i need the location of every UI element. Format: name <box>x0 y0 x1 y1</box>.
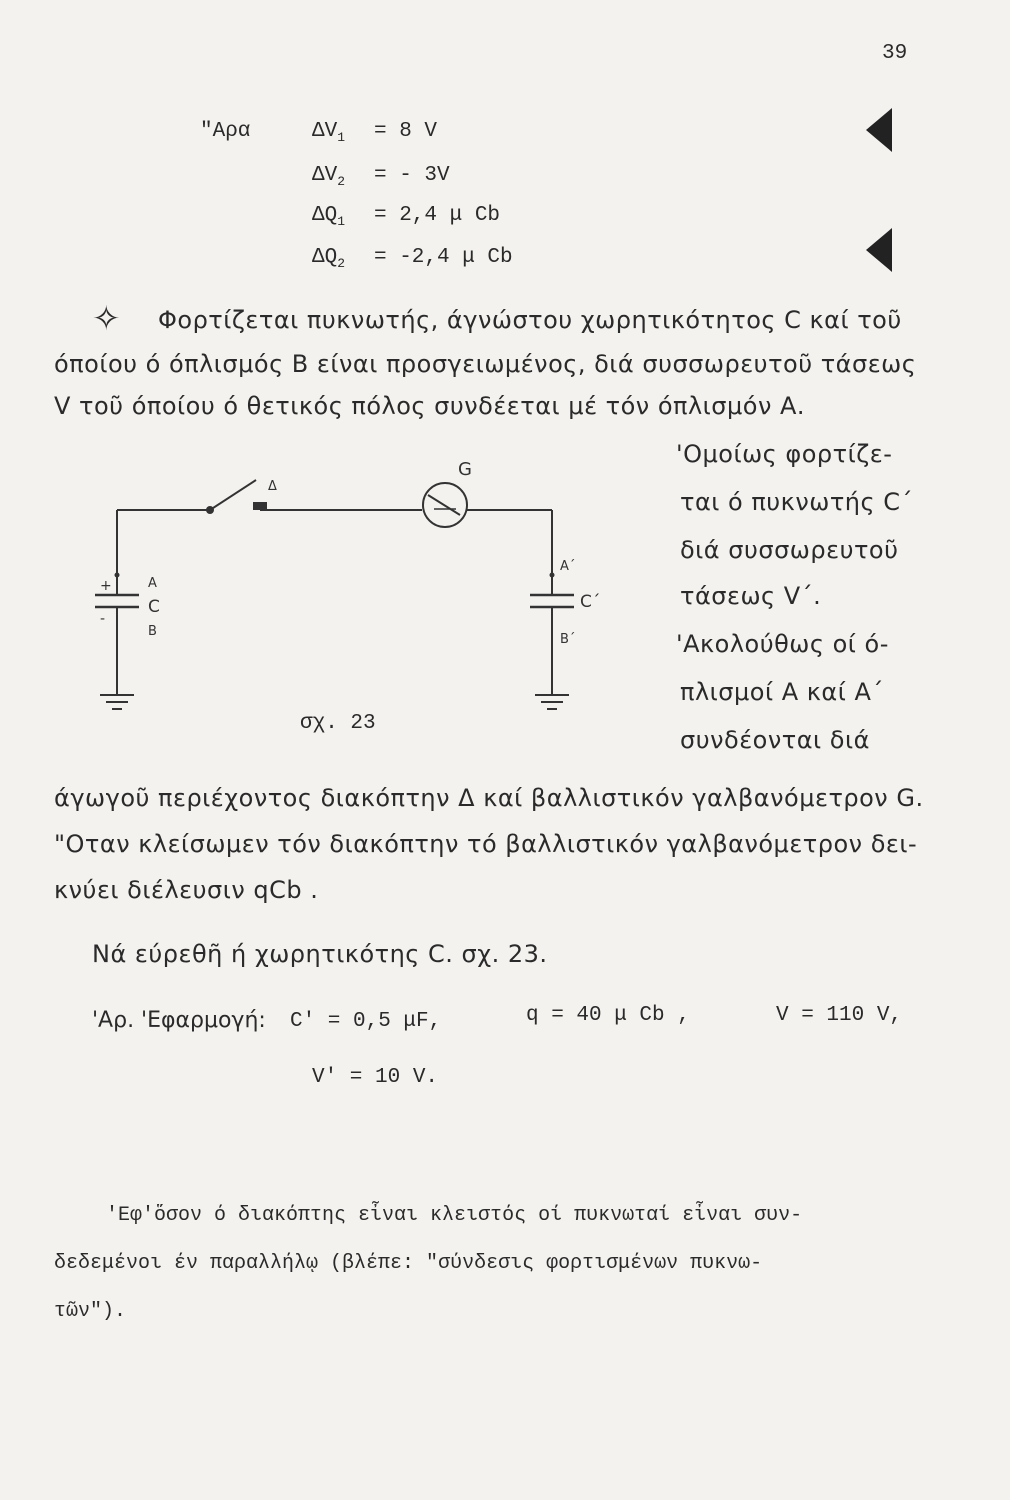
application-v-prime: V' = 10 V. <box>312 1066 439 1089</box>
result-label: ΔV <box>312 120 338 143</box>
side-line: ται ό πυκνωτής C΄ <box>680 488 913 516</box>
plate-b-label: B <box>148 624 157 639</box>
side-line: πλισμοί Α καί Α΄ <box>680 678 884 706</box>
circuit-figure <box>60 455 660 755</box>
result-value: = -2,4 μ Cb <box>374 246 513 269</box>
plus-label: + <box>100 578 112 594</box>
note-line: 'Εφ'ὅσον ό διακόπτης εἶναι κλειστός οί πυκνωταί εἶναι συν- <box>106 1204 803 1227</box>
side-line: τάσεως V΄. <box>680 582 822 610</box>
application-c-prime: C' = 0,5 μF, <box>290 1010 442 1033</box>
problem-after-line: "Οταν κλείσωμεν τόν διακόπτην τό βαλλιστικόν γαλβανόμετρον δει- <box>54 830 918 858</box>
terminal-dot <box>550 573 555 578</box>
side-line: διά συσσωρευτοῦ <box>680 536 899 564</box>
problem-after-line: κνύει διέλευσιν qCb . <box>54 876 319 904</box>
side-line: 'Ακολούθως οί ό- <box>676 630 889 658</box>
switch-pivot <box>207 507 213 513</box>
note-line: τῶν"). <box>54 1300 127 1323</box>
note-line: δεδεμένοι έν παραλλήλῳ (βλέπε: "σύνδεσις φορτισμένων πυκνω- <box>54 1252 763 1275</box>
galvanometer-needle <box>428 495 460 515</box>
plate-a-label: A <box>148 576 157 591</box>
switch-blade <box>210 480 256 510</box>
minus-label: - <box>100 611 106 627</box>
problem-line: V τοῦ όποίου ό θετικός πόλος συνδέεται μέ τόν όπλισμόν Α. <box>54 392 806 420</box>
figure-caption: σχ. 23 <box>300 712 376 735</box>
result-label: ΔQ <box>312 204 338 227</box>
page-number: 39 <box>882 42 908 65</box>
problem-line: όποίου ό όπλισμός Β είναι προσγειωμένος, διά συσσωρευτοῦ τάσεως <box>54 350 917 378</box>
result-label-sub: 1 <box>337 214 346 230</box>
result-label: ΔQ <box>312 246 338 269</box>
result-row <box>312 164 345 189</box>
problem-question: Νά εύρεθῆ ή χωρητικότης C. σχ. 23. <box>92 940 548 968</box>
result-label-sub: 2 <box>337 256 346 272</box>
galvanometer-label: G <box>458 459 472 480</box>
result-label-sub: 1 <box>337 130 346 146</box>
switch-contact <box>254 503 266 509</box>
result-label: ΔV <box>312 164 338 187</box>
problem-after-line: άγωγοῦ περιέχοντος διακόπτην Δ καί βαλλιστικόν γαλβανόμετρον G. <box>54 784 924 812</box>
side-line: 'Ομοίως φορτίζε- <box>676 440 893 468</box>
margin-arrow-icon <box>866 108 892 152</box>
application-label: 'Αρ. 'Εφαρμογή: <box>92 1008 266 1033</box>
result-row <box>312 120 345 145</box>
switch-label: Δ <box>268 479 277 494</box>
cap-c-prime-label: C΄ <box>580 592 601 612</box>
application-q: q = 40 μ Cb , <box>526 1004 690 1027</box>
result-row <box>312 204 345 229</box>
terminal-dot <box>115 573 120 578</box>
cap-c-label: C <box>148 597 160 617</box>
result-label-sub: 2 <box>337 174 346 190</box>
problem-line: Φορτίζεται πυκνωτής, άγνώστου χωρητικότητος C καί τοῦ <box>158 306 902 334</box>
application-v: V = 110 V, <box>776 1004 903 1027</box>
result-row <box>312 246 345 271</box>
plate-a-prime-label: A΄ <box>560 559 576 574</box>
result-value: = 8 V <box>374 120 438 143</box>
result-value: = - 3V <box>374 164 450 187</box>
side-line: συνδέονται διά <box>680 726 870 754</box>
result-value: = 2,4 μ Cb <box>374 204 501 227</box>
results-intro: "Αρα <box>200 120 251 143</box>
margin-arrow-icon <box>866 228 892 272</box>
plate-b-prime-label: B΄ <box>560 632 576 647</box>
star-icon: ✧ <box>92 299 121 339</box>
